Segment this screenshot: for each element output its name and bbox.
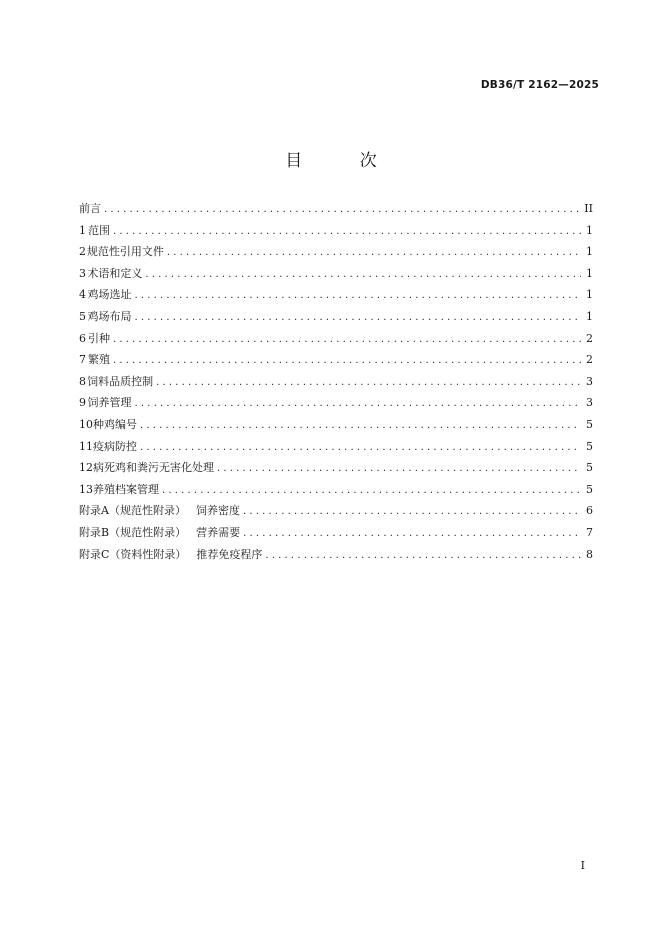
- toc-entry-appendix-a[interactable]: [79, 502, 593, 524]
- toc-entry-page: 2: [586, 353, 593, 367]
- toc-entry-page: 1: [586, 223, 593, 237]
- toc-entry-label: 前言: [79, 202, 101, 215]
- toc-entry-4[interactable]: [79, 286, 593, 308]
- toc-entry-6[interactable]: [79, 330, 593, 352]
- toc-entry-label: 繁殖: [87, 353, 110, 367]
- toc-entry-number: 6: [79, 331, 86, 345]
- toc-leader-dots: [113, 226, 581, 237]
- toc-entry-label: 营养需要: [196, 525, 241, 539]
- toc-entry-2[interactable]: [79, 243, 593, 265]
- page-title: 目 次: [285, 151, 403, 171]
- toc-leader-dots: [135, 290, 581, 301]
- document-code: DB36/T 2162—2025: [480, 79, 599, 91]
- toc-entry-page: 5: [586, 417, 593, 431]
- toc-entry-3[interactable]: [79, 265, 593, 287]
- toc-entry-5[interactable]: [79, 308, 593, 330]
- toc-entry-label: 饲养密度: [195, 504, 240, 518]
- toc-leader-dots: [113, 355, 581, 366]
- toc-entry-label: 养殖档案管理: [93, 482, 159, 496]
- toc-entry-page: 3: [586, 374, 593, 388]
- table-of-contents: [79, 200, 593, 567]
- toc-leader-dots: [265, 550, 581, 561]
- toc-entry-1[interactable]: [79, 222, 593, 244]
- toc-entry-label: 疫病防控: [93, 439, 137, 453]
- toc-entry-number: 10: [79, 417, 93, 431]
- toc-entry-13[interactable]: [79, 481, 593, 503]
- toc-leader-dots: [104, 204, 580, 215]
- toc-leader-dots: [243, 506, 581, 517]
- toc-entry-9[interactable]: [79, 394, 593, 416]
- toc-leader-dots: [135, 398, 581, 409]
- toc-entry-label: 推荐免疫程序: [196, 547, 263, 561]
- toc-entry-label: 饲料品质控制: [87, 374, 154, 388]
- toc-entry-page: 7: [586, 525, 593, 539]
- toc-entry-page: II: [584, 202, 593, 215]
- toc-entry-page: 1: [586, 309, 593, 323]
- toc-leader-dots: [140, 442, 581, 453]
- toc-entry-page: 5: [586, 439, 593, 453]
- toc-entry-label: 术语和定义: [87, 266, 143, 280]
- toc-entry-page: 5: [586, 482, 593, 496]
- toc-entry-page: 5: [586, 461, 593, 475]
- toc-leader-dots: [135, 312, 581, 323]
- toc-entry-number: 11: [79, 439, 93, 453]
- toc-leader-dots: [217, 463, 581, 474]
- toc-entry-number: 1: [79, 223, 86, 237]
- toc-entry-number: 13: [79, 482, 93, 496]
- toc-entry-number: 附录C（资料性附录）: [79, 547, 187, 561]
- toc-entry-label: 病死鸡和粪污无害化处理: [93, 461, 214, 475]
- toc-entry-label: 鸡场选址: [87, 288, 132, 302]
- toc-entry-preface[interactable]: [79, 200, 593, 222]
- page-number: I: [580, 859, 585, 872]
- toc-entry-appendix-b[interactable]: [79, 524, 593, 546]
- toc-entry-number: 5: [79, 309, 86, 323]
- toc-entry-page: 1: [586, 266, 593, 280]
- toc-leader-dots: [140, 420, 581, 431]
- toc-entry-page: 1: [586, 245, 593, 259]
- toc-leader-dots: [167, 247, 581, 258]
- toc-leader-dots: [145, 269, 581, 280]
- toc-entry-label: 鸡场布局: [87, 309, 132, 323]
- toc-leader-dots: [113, 334, 581, 345]
- toc-entry-number: 附录B（规范性附录）: [79, 525, 187, 539]
- toc-entry-appendix-c[interactable]: [79, 546, 593, 568]
- toc-entry-number: 9: [79, 396, 86, 410]
- toc-leader-dots: [156, 377, 581, 388]
- toc-entry-11[interactable]: [79, 438, 593, 460]
- toc-entry-label: 范围: [87, 223, 110, 237]
- toc-leader-dots: [243, 528, 581, 539]
- toc-entry-number: 2: [79, 245, 86, 259]
- toc-entry-page: 8: [586, 547, 593, 561]
- toc-entry-7[interactable]: [79, 351, 593, 373]
- toc-leader-dots: [162, 485, 581, 496]
- toc-entry-number: 附录A（规范性附录）: [79, 504, 186, 518]
- toc-entry-number: 12: [79, 461, 93, 475]
- toc-entry-label: 引种: [87, 331, 110, 345]
- toc-entry-label: 种鸡编号: [93, 417, 137, 431]
- toc-entry-page: 1: [586, 288, 593, 302]
- toc-entry-8[interactable]: [79, 373, 593, 395]
- toc-entry-12[interactable]: [79, 459, 593, 481]
- toc-entry-label: 饲养管理: [87, 396, 132, 410]
- toc-entry-number: 8: [79, 374, 86, 388]
- toc-entry-page: 2: [586, 331, 593, 345]
- toc-entry-10[interactable]: [79, 416, 593, 438]
- toc-entry-number: 3: [79, 266, 86, 280]
- toc-entry-number: 4: [79, 288, 86, 302]
- toc-entry-page: 6: [586, 504, 593, 518]
- toc-entry-number: 7: [79, 353, 86, 367]
- toc-entry-label: 规范性引用文件: [86, 245, 164, 259]
- toc-entry-page: 3: [586, 396, 593, 410]
